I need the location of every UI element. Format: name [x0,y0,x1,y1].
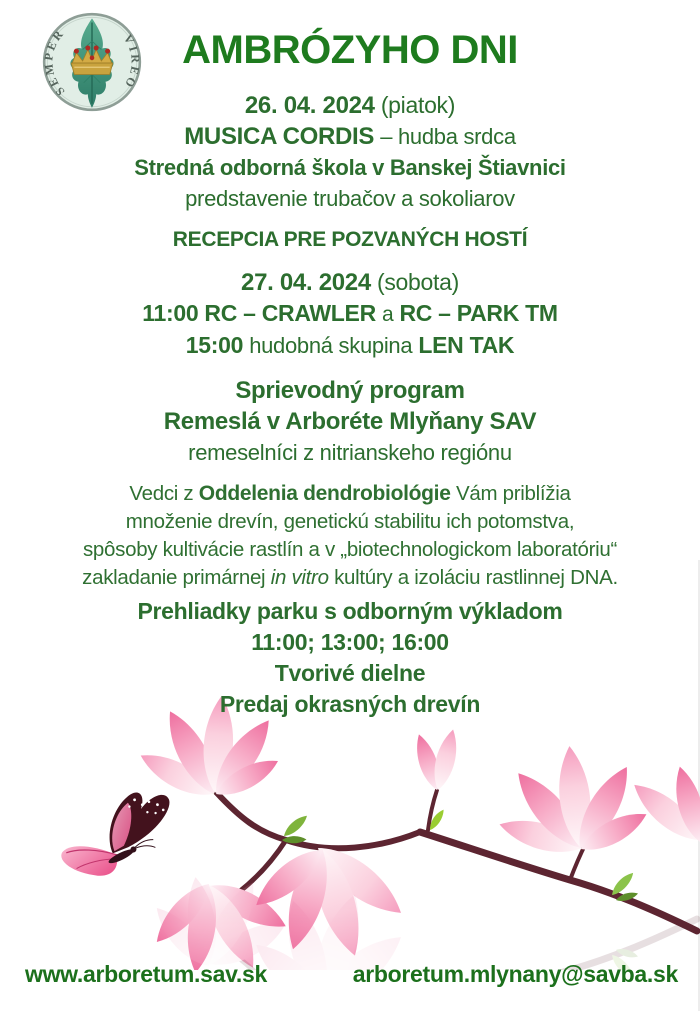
day2-slot2-line [0,330,700,361]
science-l1-pre: Vedci z [129,482,194,505]
science-l1-bold: Oddelenia dendrobiológie [198,482,451,505]
website-link[interactable]: www.arboretum.sav.sk [25,961,267,987]
poster-footer [0,956,700,992]
day2-weekday: (sobota) [376,269,459,295]
science-l1-post: Vám priblížia [456,482,571,505]
day1-date: 26. 04. 2024 [244,92,375,119]
park-sale-line: Predaj okrasných drevín [219,691,481,717]
branch [216,790,697,931]
magnolia-artwork [0,690,700,970]
science-l4-post: kultúry a izoláciu rastlinnej DNA. [334,566,618,589]
poster-body [0,90,700,720]
science-line-4 [0,564,700,592]
day1-performance-line: predstavenie trubačov a sokoliarov [185,186,515,211]
day2-slot2-time: 15:00 [185,332,244,358]
science-line-2: množenie drevín, genetickú stabilitu ich potomstva, [125,510,575,533]
day1-event-sub: – hudba srdca [380,124,516,149]
science-line-1 [0,480,700,508]
program-subheading: Remeslá v Arboréte Mlyňany SAV [163,408,537,435]
park-workshops-line: Tvorivé dielne [274,660,426,686]
day1-event: MUSICA CORDIS [184,123,375,150]
park-times-line: 11:00; 13:00; 16:00 [251,629,449,655]
logo-motto-left: SEMPER [41,25,68,99]
reception-line: RECEPCIA PRE POZVANÝCH HOSTÍ [172,228,528,251]
program-detail: remeselníci z nitrianskeho regiónu [188,440,512,465]
science-l4-pre: zakladanie primárnej [82,566,266,589]
poster-title: AMBRÓZYHO DNI [182,28,518,72]
day2-date: 27. 04. 2024 [241,269,371,296]
email-link[interactable]: arboretum.mlynany@savba.sk [352,961,678,987]
day2-slot2-band: LEN TAK [418,332,515,358]
logo-motto-right: VIREO [120,32,143,92]
day2-slot1-b: RC – PARK TM [399,300,558,326]
butterfly [54,788,178,881]
day2-slot2-mid: hudobná skupina [249,333,413,358]
science-l4-italic: in vitro [270,566,329,589]
day2-slot1-line [0,298,700,330]
blossom-edge-right [626,764,700,850]
day1-school-line: Stredná odborná škola v Banskej Štiavnici [134,155,566,180]
blossom-right [496,745,652,861]
park-tours-line: Prehliadky parku s odborným výkladom [137,598,563,624]
day1-date-line [0,90,700,121]
day2-date-line [0,267,700,298]
day2-slot1-a: 11:00 RC – CRAWLER [142,300,376,326]
bud-center [411,727,463,793]
science-line-3: spôsoby kultivácie rastlín a v „biotechnologickom laboratóriu“ [82,538,618,561]
program-heading: Sprievodný program [235,377,465,404]
day1-weekday: (piatok) [380,92,456,118]
day2-slot1-conj: a [381,303,394,326]
day1-event-line [0,121,700,152]
